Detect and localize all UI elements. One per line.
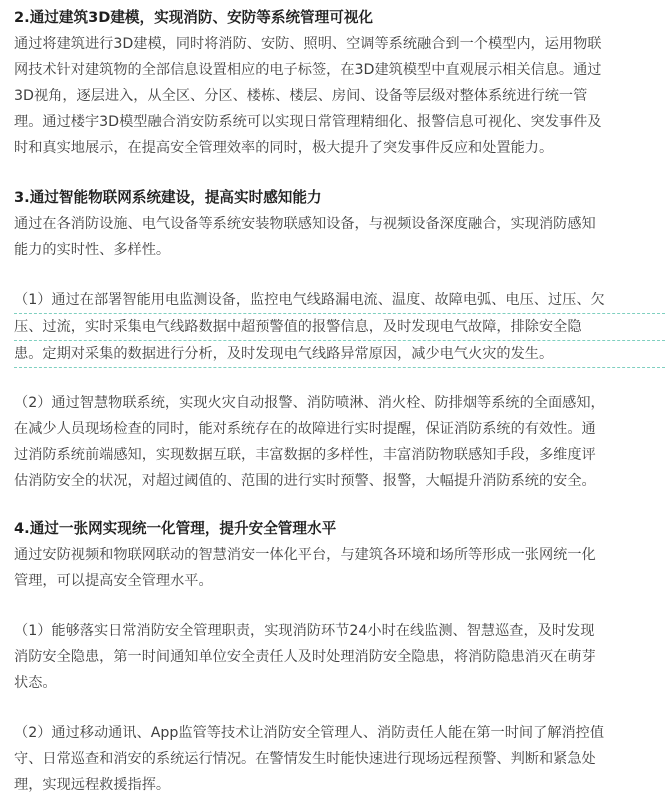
paragraph-line: （2）通过移动通讯、App监管等技术让消防安全管理人、消防责任人能在第一时间了解消控值 [14,725,605,741]
paragraph-line: 在减少人员现场检查的同时，能对系统存在的故障进行实时提醒，保证消防系统的有效性。通 [14,421,596,437]
spacer [14,161,665,185]
paragraph [14,390,665,494]
paragraph [14,720,665,798]
paragraph-line: 守、日常巡查和消安的系统运行情况。在警情发生时能快速进行现场远程预警、判断和紧急处 [14,751,596,767]
paragraph-line: 理。通过楼宇3D模型融合消安防系统可以实现日常管理精细化、报警信息可视化、突发事件及 [14,114,602,130]
paragraph-line: 理，实现远程救援指挥。 [14,777,171,793]
paragraph-line: 能力的实时性、多样性。 [14,242,171,258]
spacer [14,368,665,390]
paragraph-line: 管理，可以提高安全管理水平。 [14,573,213,589]
paragraph [14,542,665,594]
paragraph-line: 状态。 [14,675,57,691]
spacer [14,696,665,720]
paragraph-line: 通过将建筑进行3D建模，同时将消防、安防、照明、空调等系统融合到一个模型内，运用物联 [14,36,602,52]
article [0,5,671,798]
spacer [14,263,665,287]
paragraph [14,618,665,696]
paragraph-line: （1）通过在部署智能用电监测设备，监控电气线路漏电流、温度、故障电弧、电压、过压、欠 [14,287,665,314]
paragraph [14,31,665,161]
section-heading: 3.通过智能物联网系统建设，提高实时感知能力 [14,189,322,206]
paragraph-line: 消防安全隐患，第一时间通知单位安全责任人及时处理消防安全隐患，将消防隐患消灭在萌芽 [14,649,596,665]
paragraph-line: 估消防安全的状况，对超过阈值的、范围的进行实时预警、报警，大幅提升消防系统的安全。 [14,473,596,489]
paragraph-line: 压、过流，实时采集电气线路数据中超预警值的报警信息，及时发现电气故障，排除安全隐 [14,314,665,341]
paragraph-line: 通过安防视频和物联网联动的智慧消安一体化平台，与建筑各环境和场所等形成一张网统一化 [14,547,596,563]
section-heading: 4.通过一张网实现统一化管理，提升安全管理水平 [14,520,337,537]
paragraph-line: 时和真实地展示，在提高安全管理效率的同时，极大提升了突发事件反应和处置能力。 [14,140,554,156]
paragraph-line: 通过在各消防设施、电气设备等系统安装物联感知设备，与视频设备深度融合，实现消防感知 [14,216,596,232]
paragraph-highlighted [14,287,665,368]
paragraph-line: 过消防系统前端感知，实现数据互联，丰富数据的多样性，丰富消防物联感知手段，多维度评 [14,447,596,463]
paragraph-line: 3D视角，逐层进入，从全区、分区、楼栋、楼层、房间、设备等层级对整体系统进行统一管 [14,88,588,104]
spacer [14,594,665,618]
paragraph-line: （2）通过智慧物联系统，实现火灾自动报警、消防喷淋、消火栓、防排烟等系统的全面感知， [14,395,605,411]
paragraph [14,211,665,263]
paragraph-line: 患。定期对采集的数据进行分析，及时发现电气线路异常原因，减少电气火灾的发生。 [14,341,665,368]
spacer [14,494,665,516]
section-heading: 2.通过建筑3D建模，实现消防、安防等系统管理可视化 [14,9,374,26]
paragraph-line: （1）能够落实日常消防安全管理职责，实现消防环节24小时在线监测、智慧巡查，及时发现 [14,623,595,639]
paragraph-line: 网技术针对建筑物的全部信息设置相应的电子标签，在3D建筑模型中直观展示相关信息。通过 [14,62,602,78]
